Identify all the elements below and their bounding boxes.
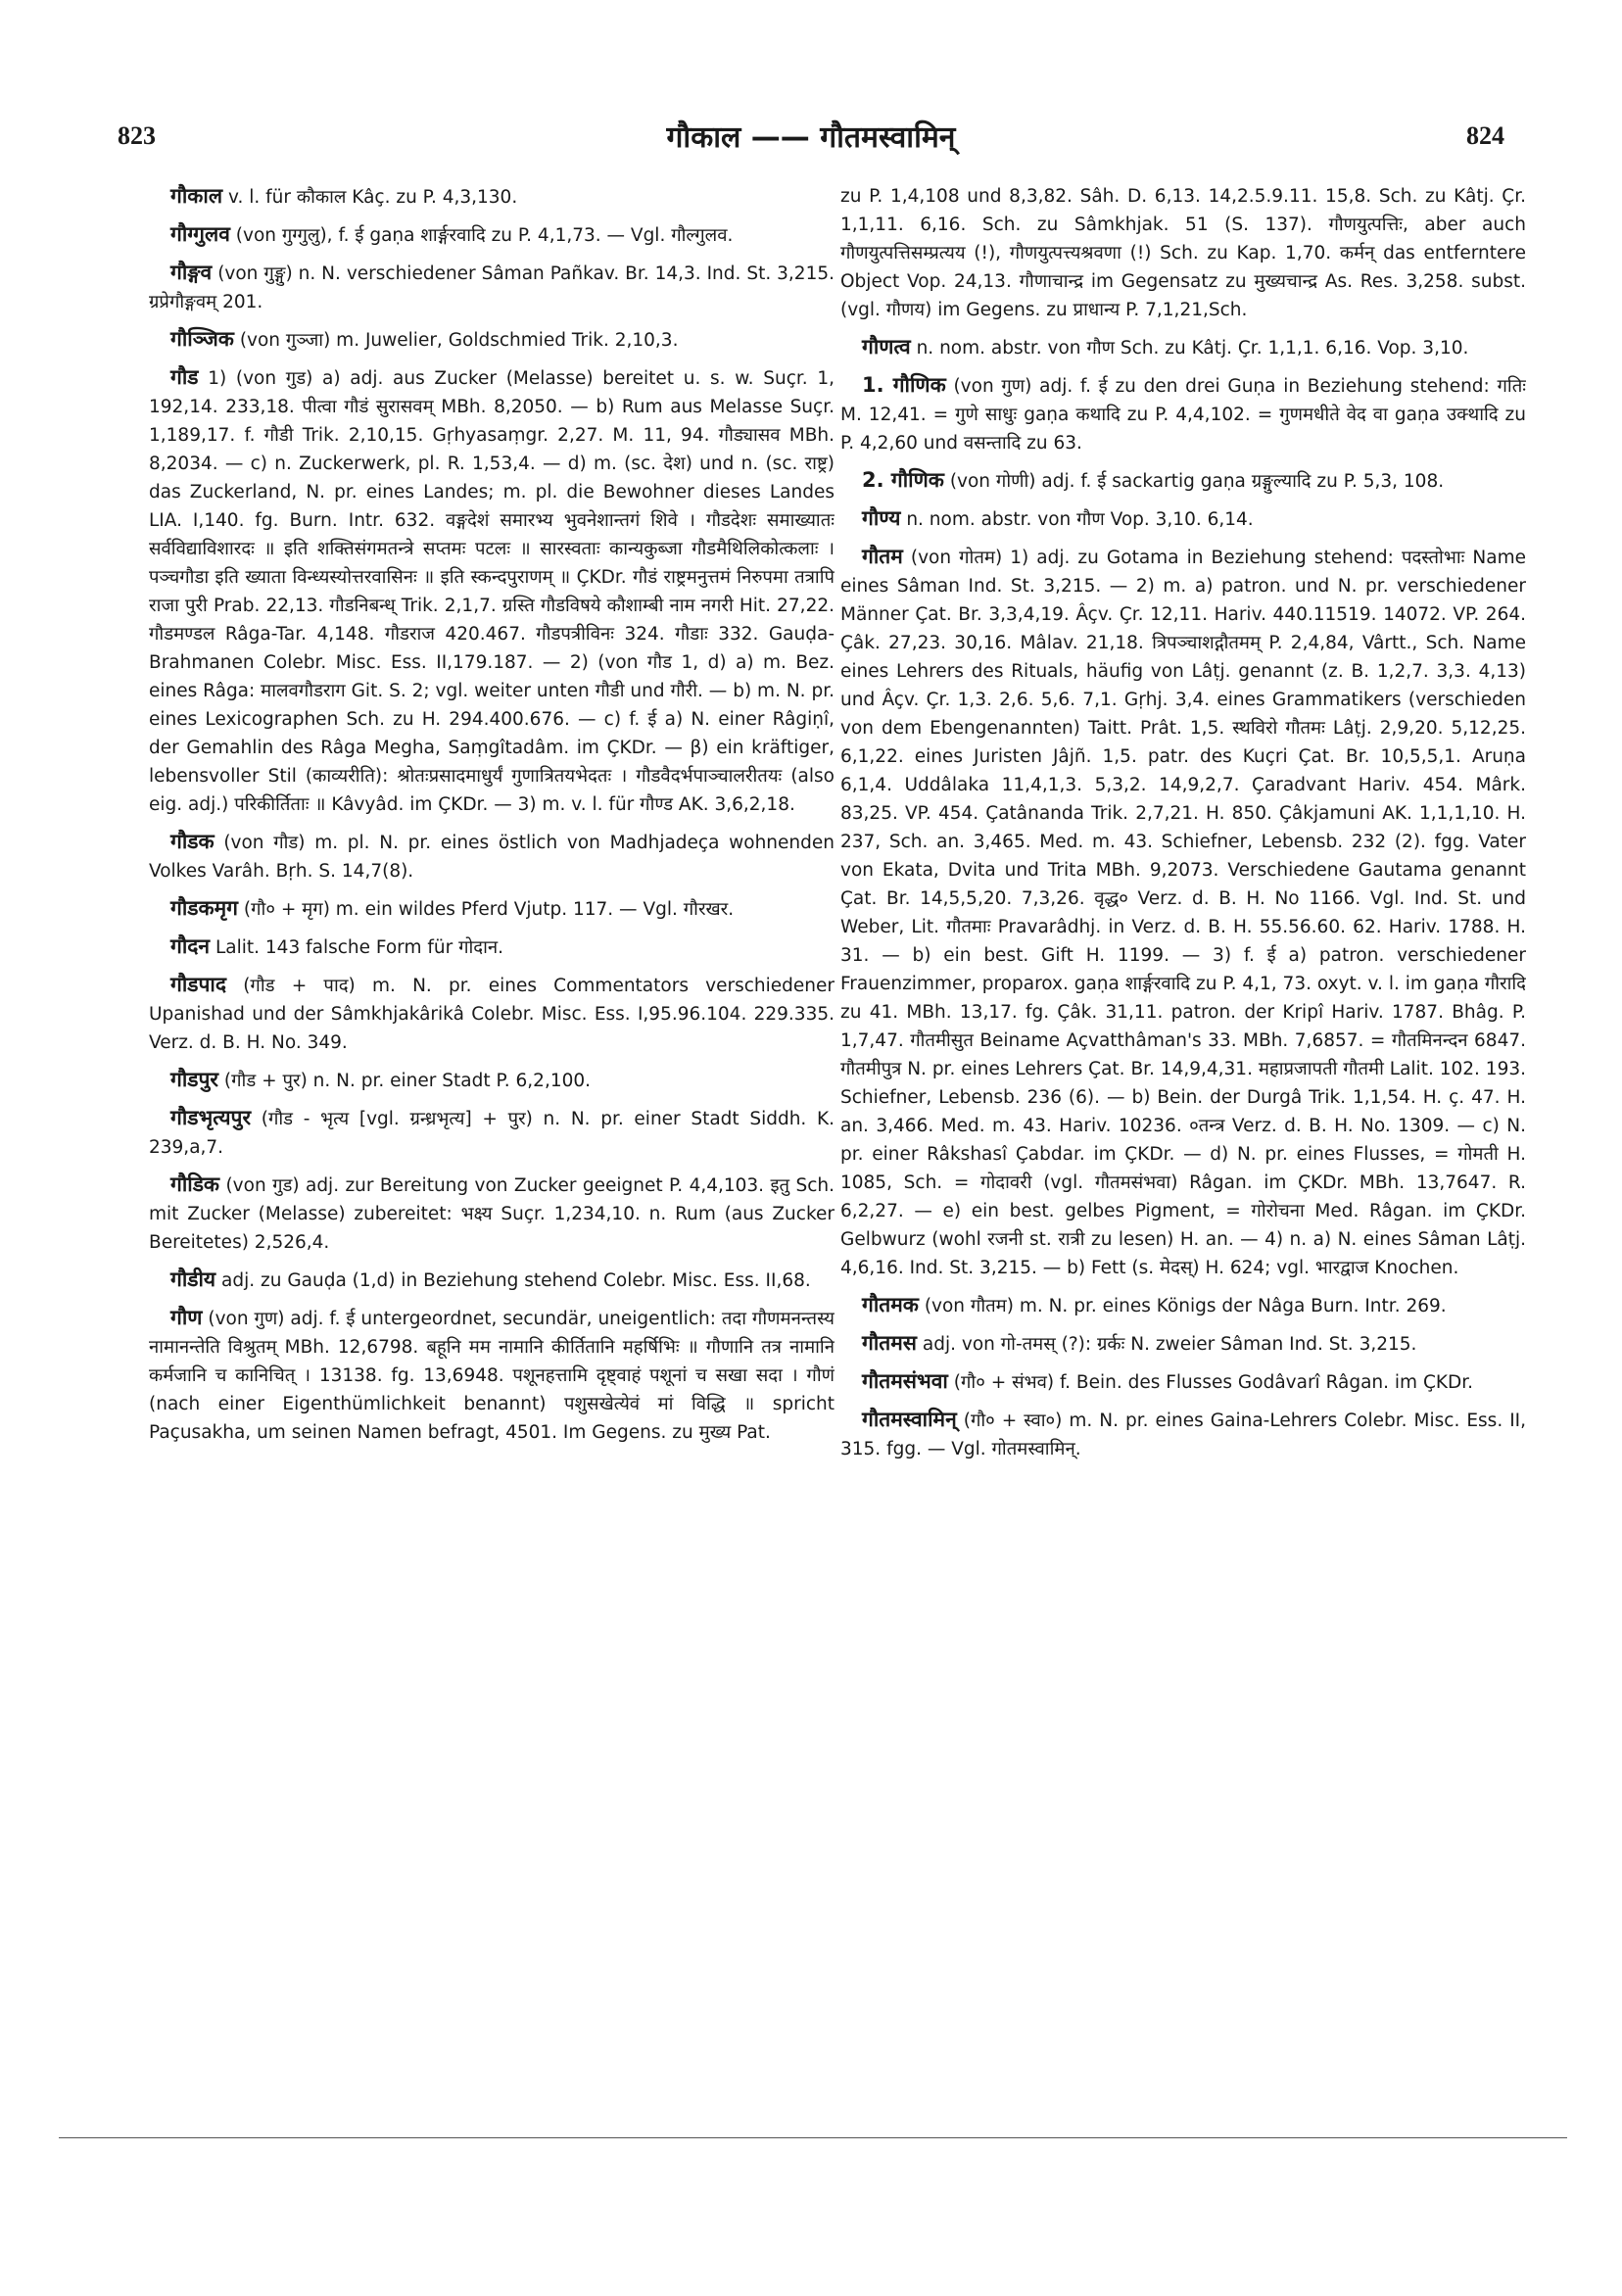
entry-headword: गौतमस — [862, 1331, 917, 1355]
entry-headword: गौतम — [862, 545, 903, 568]
dictionary-entry — [149, 259, 835, 316]
dictionary-entry — [840, 1367, 1526, 1397]
dictionary-entry — [149, 1171, 835, 1257]
entry-headword: गौडक — [170, 830, 215, 853]
dictionary-entry — [149, 1104, 835, 1162]
entry-text: (गौ० + मृग) m. ein wildes Pferd Vjutp. 117. — Vgl. गौरखर. — [243, 899, 735, 920]
entry-headword: 1. गौणिक — [862, 373, 946, 397]
entry-text: (von गौड) m. pl. N. pr. eines östlich von Madhjadeça wohnenden Volkes Varâh. Bṛh. S. 14,7(8). — [149, 833, 835, 882]
entry-headword: गौग्गुलव — [170, 222, 230, 246]
right-column — [840, 182, 1526, 2082]
entry-headword: गौङ्गव — [170, 261, 213, 284]
entry-headword: गौडपाद — [170, 973, 227, 996]
entry-text: adj. zu Gauḍa (1,d) in Beziehung stehend Colebr. Misc. Ess. II,68. — [221, 1270, 811, 1291]
entry-text: (von गुड) adj. zur Bereitung von Zucker geeignet P. 4,4,103. इतु Sch. mit Zucker (Melasse) zubereitet: भक्ष्य Suçr. 1,234,10. n. Rum (aus Zucker Bereitetes) 2,526,4. — [149, 1175, 835, 1253]
entry-headword: गौदन — [170, 934, 211, 958]
entry-text: (गौड + पाद) m. N. pr. eines Commentators verschiedener Upanishad und der Sâmkhjakârikâ Colebr. Misc. Ess. I,95.96.104. 229.335. Verz. d. B. H. No. 349. — [149, 976, 835, 1053]
dictionary-entry — [149, 325, 835, 355]
entry-headword: 2. गौणिक — [862, 468, 944, 492]
entry-text: (गौ० + स्वा०) m. N. pr. eines Gaina-Lehrers Colebr. Misc. Ess. II, 315. fgg. — Vgl. गोतमस्वामिन्. — [840, 1411, 1526, 1459]
dictionary-entry — [149, 971, 835, 1057]
dictionary-entry — [840, 504, 1526, 534]
left-column — [149, 182, 835, 2082]
dictionary-entry — [840, 1329, 1526, 1359]
entry-headword: गौड — [170, 365, 199, 389]
entry-headword: गौतमस्वामिन् — [862, 1408, 957, 1431]
entry-text: Lalit. 143 falsche Form für गोदान. — [215, 937, 504, 958]
dictionary-entry — [840, 1291, 1526, 1320]
entry-headword: गौञ्जिक — [170, 327, 234, 351]
entry-headword: गौण — [170, 1306, 203, 1329]
dictionary-entry — [149, 1066, 835, 1095]
entry-text: (von गुण) adj. f. ई untergeordnet, secundär, uneigentlich: तदा गौणमनन्तस्य नामानन्तेति विश्रुतम् MBh. 12,6798. बहूनि मम नामानि कीर्तितानि महर्षिभिः ॥ गौणानि तत्र नामानि कर्मजानि च कानिचित् । 13138. fg. 13,6948. पशूनहत्तामि दृष्ट्वाहं पशूनां च सखा सदा । गौणं (nach einer Eigenthümlichkeit benannt) पशुसखेत्येवं मां विद्धि ॥ spricht Paçusakha, um seinen Namen befragt, 4501. Im Gegens. zu मुख्य Pat. — [149, 1309, 835, 1443]
dictionary-entry — [149, 182, 835, 212]
entry-headword: गौडकमृग — [170, 896, 239, 920]
page-header — [118, 116, 1504, 163]
entry-headword: गौडभृत्यपुर — [170, 1106, 252, 1129]
entry-text: n. nom. abstr. von गौण Sch. zu Kâtj. Çr. 1,1,1. 6,16. Vop. 3,10. — [916, 338, 1469, 359]
entry-text: v. l. für कौकाल Kâç. zu P. 4,3,130. — [227, 187, 518, 208]
entry-headword: गौतमसंभवा — [862, 1369, 948, 1393]
dictionary-entry — [840, 182, 1526, 324]
dictionary-entry — [149, 933, 835, 962]
dictionary-entry — [149, 828, 835, 885]
bottom-rule — [59, 2137, 1567, 2138]
dictionary-entry — [149, 363, 835, 819]
entry-text: (von गुञ्जा) m. Juwelier, Goldschmied Trik. 2,10,3. — [239, 330, 679, 351]
entry-text: (von गुग्गुलु), f. ई gaṇa शार्ङ्गरवादि zu P. 4,1,73. — Vgl. गौल्गुलव. — [235, 225, 734, 246]
entry-headword: गौडिक — [170, 1172, 220, 1196]
entry-text: (गौड - भृत्य [vgl. ग्रन्ध्रभृत्य] + पुर) n. N. pr. einer Stadt Siddh. K. 239,a,7. — [149, 1109, 835, 1158]
entry-headword: गौतमक — [862, 1293, 919, 1316]
right-page-number: 824 — [1466, 121, 1504, 150]
dictionary-entry — [840, 543, 1526, 1282]
entry-headword: गौकाल — [170, 184, 223, 208]
entry-text: zu P. 1,4,108 und 8,3,82. Sâh. D. 6,13. 14,2.5.9.11. 15,8. Sch. zu Kâtj. Çr. 1,1,11. 6,16. Sch. zu Sâmkhjak. 51 (S. 137). गौणयुत्पत्तिः, aber auch गौणयुत्पत्तिसम्प्रत्यय (!), गौणयुत्पत्त्यश्रवणा (!) Sch. zu Kap. 1,70. कर्मन् das entferntere Object Vop. 24,13. गौणाचान्द्र im Gegensatz zu मुख्यचान्द्र As. Res. 3,258. subst. (vgl. गौणय) im Gegens. zu प्राधान्य P. 7,1,21,Sch. — [840, 186, 1526, 320]
left-page-number: 823 — [118, 121, 156, 150]
dictionary-entry — [149, 220, 835, 250]
dictionary-entry — [840, 1406, 1526, 1463]
dictionary-entry — [840, 371, 1526, 457]
entry-text: 1) (von गुड) a) adj. aus Zucker (Melasse) bereitet u. s. w. Suçr. 1, 192,14. 233,18. पीत्वा गौडं सुरासवम् MBh. 8,2050. — b) Rum aus Melasse Suçr. 1,189,17. f. गौडी Trik. 2,10,15. Gṛhyasaṃgr. 2,27. M. 11, 94. गौड्यासव MBh. 8,2034. — c) n. Zuckerwerk, pl. R. 1,53,4. — d) m. (sc. देश) und n. (sc. राष्ट्र) das Zuckerland, N. pr. eines Landes; m. pl. die Bewohner dieses Landes LIA. I,140. fg. Burn. Intr. 632. वङ्गदेशं समारभ्य भुवनेशान्तगं शिवे । गौडदेशः समाख्यातः सर्वविद्याविशारदः ॥ इति शक्तिसंगमतन्त्रे सप्तमः पटलः ॥ सारस्वताः कान्यकुब्जा गौडमैथिलिकोत्कलाः । पञ्चगौडा इति ख्याता विन्ध्यस्योत्तरवासिनः ॥ इति स्कन्दपुराणम् ॥ ÇKDr. गौडं राष्ट्रमनुत्तमं निरुपमा तत्रापि राजा पुरी Prab. 22,13. गौडनिबन्ध् Trik. 2,1,7. ग्रस्ति गौडविषये कौशाम्बी नाम नगरी Hit. 27,22. गौडमण्डल Râga-Tar. 4,148. गौडराज 420.467. गौडपत्रीविनः 324. गौडाः 332. Gauḍa-Brahmanen Colebr. Misc. Ess. II,179.187. — 2) (von गौड 1, d) a) m. Bez. eines Râga: मालवगौडराग Git. S. 2; vgl. weiter unten गौडी und गौरी. — b) m. N. pr. eines Lexicographen Sch. zu H. 294.400.676. — c) f. ई a) N. einer Râgiṇî, der Gemahlin des Râga Megha, Saṃgîtadâm. im ÇKDr. — β) ein kräftiger, lebensvoller Stil (काव्यरीति): श्रोतःप्रसादमाधुर्यं गुणात्रितयभेदतः । गौडवैदर्भपाञ्चालरीतयः (also eig. adj.) परिकीर्तिताः ॥ Kâvyâd. im ÇKDr. — 3) m. v. l. für गौण्ड AK. 3,6,2,18. — [149, 368, 835, 815]
entry-text: (von गौतम) m. N. pr. eines Königs der Nâga Burn. Intr. 269. — [924, 1296, 1447, 1316]
entry-text: n. nom. abstr. von गौण Vop. 3,10. 6,14. — [906, 509, 1254, 530]
dictionary-entry — [149, 1266, 835, 1295]
entry-headword: गौण्य — [862, 506, 901, 530]
entry-text: (गौ० + संभव) f. Bein. des Flusses Godâvarî Râgan. im ÇKDr. — [953, 1372, 1474, 1393]
dictionary-entry — [149, 894, 835, 924]
entry-text: (गौड + पुर) n. N. pr. einer Stadt P. 6,2,100. — [223, 1071, 592, 1091]
entry-text: (von गुण) adj. f. ई zu den drei Guṇa in Beziehung stehend: गतिः M. 12,41. = गुणे साधुः gaṇa कथादि zu P. 4,4,102. = गुणमधीते वेद वा gaṇa उक्थादि zu P. 4,2,60 und वसन्तादि zu 63. — [840, 376, 1526, 454]
entry-headword: गौणत्व — [862, 335, 911, 359]
dictionary-entry — [840, 466, 1526, 496]
entry-headword: गौडपुर — [170, 1068, 219, 1091]
entry-text: (von गोणी) adj. f. ई sackartig gaṇa ग्रङ्गुल्यादि zu P. 5,3, 108. — [949, 471, 1445, 492]
entry-text: (von गोतम) 1) adj. zu Gotama in Beziehung stehend: पदस्तोभाः Name eines Sâman Ind. St. 3,215. — 2) m. a) patron. und N. pr. verschiedener Männer Çat. Br. 3,3,4,19. Âçv. Çr. 12,11. Hariv. 440.11519. 14072. VP. 264. Çâk. 27,23. 30,16. Mâlav. 21,18. त्रिपञ्चाशद्गौतमम् P. 2,4,84, Vârtt., Sch. Name eines Lehrers des Rituals, häufig von Lâṭj. genannt (z. B. 1,2,7. 3,3. 4,13) und Âçv. Çr. 1,3. 2,6. 5,6. 7,1. Gṛhj. 3,4. eines Grammatikers (verschieden von dem Ebengenannten) Taitt. Prât. 1,5. स्थविरो गौतमः Lâṭj. 2,9,20. 5,12,25. 6,1,22. eines Juristen Jâjñ. 1,5. patr. des Kuçri Çat. Br. 10,5,5,1. Aruṇa 6,1,4. Uddâlaka 11,4,1,3. 5,3,2. 14,9,2,7. Çaradvant Hariv. 454. Mârk. 83,25. VP. 454. Çatânanda Trik. 2,7,21. H. 850. Çâkjamuni AK. 1,1,1,10. H. 237, Sch. an. 3,465. Med. m. 43. Schiefner, Lebensb. 232 (2). fgg. Vater von Ekata, Dvita und Trita MBh. 9,2073. Verschiedene Gautama genannt Çat. Br. 14,5,5,20. 7,3,26. वृद्ध० Verz. d. B. H. No 1166. Vgl. Ind. St. und Weber, Lit. गौतमाः Pravarâdhj. in Verz. d. B. H. 55.56.60. 62. Hariv. 1788. H. 31. — b) ein best. Gift H. 1199. — 3) f. ई a) patron. verschiedener Frauenzimmer, proparox. gaṇa शार्ङ्गरवादि zu P. 4,1, 73. oxyt. v. l. im gaṇa गौरादि zu 41. MBh. 13,17. fg. Çâk. 31,11. patron. der Kripî Hariv. 1787. Bhâg. P. 1,7,47. गौतमीसुत Beiname Açvatthâman's 33. MBh. 7,6857. = गौतमिनन्दन 6847. गौतमीपुत्र N. pr. eines Lehrers Çat. Br. 14,9,4,31. महाप्रजापती गौतमी Lalit. 102. 193. Schiefner, Lebensb. 236 (6). — b) Bein. der Durgâ Trik. 1,1,54. H. ç. 47. H. an. 3,466. Med. m. 43. Hariv. 10236. ०तन्त्र Verz. d. B. H. No. 1309. — c) N. pr. einer Râkshasî Çabdar. im ÇKDr. — d) N. pr. eines Flusses, = गोमती H. 1085, Sch. = गोदावरी (vgl. गौतमसंभवा) Râgan. im ÇKDr. MBh. 13,7647. R. 6,2,27. — e) ein best. gelbes Pigment, = गोरोचना Med. Râgan. im ÇKDr. Gelbwurz (wohl रजनी st. रात्री zu lesen) H. an. — 4) n. a) N. eines Sâman Lâṭj. 4,6,16. Ind. St. 3,215. — b) Fett (s. मेदस्) H. 624; vgl. भारद्वाज Knochen. — [840, 548, 1526, 1278]
running-title: गौकाल —— गौतमस्वामिन् — [666, 120, 956, 155]
entry-headword: गौडीय — [170, 1268, 216, 1291]
dictionary-entry — [149, 1304, 835, 1447]
entry-text: adj. von गो-तमस् (?): ग्रर्कः N. zweier Sâman Ind. St. 3,215. — [922, 1334, 1417, 1355]
entry-text: (von गुङ्गु) n. N. verschiedener Sâman Pañkav. Br. 14,3. Ind. St. 3,215. ग्रप्रेगौङ्गवम् 201. — [149, 263, 835, 312]
dictionary-entry — [840, 333, 1526, 362]
